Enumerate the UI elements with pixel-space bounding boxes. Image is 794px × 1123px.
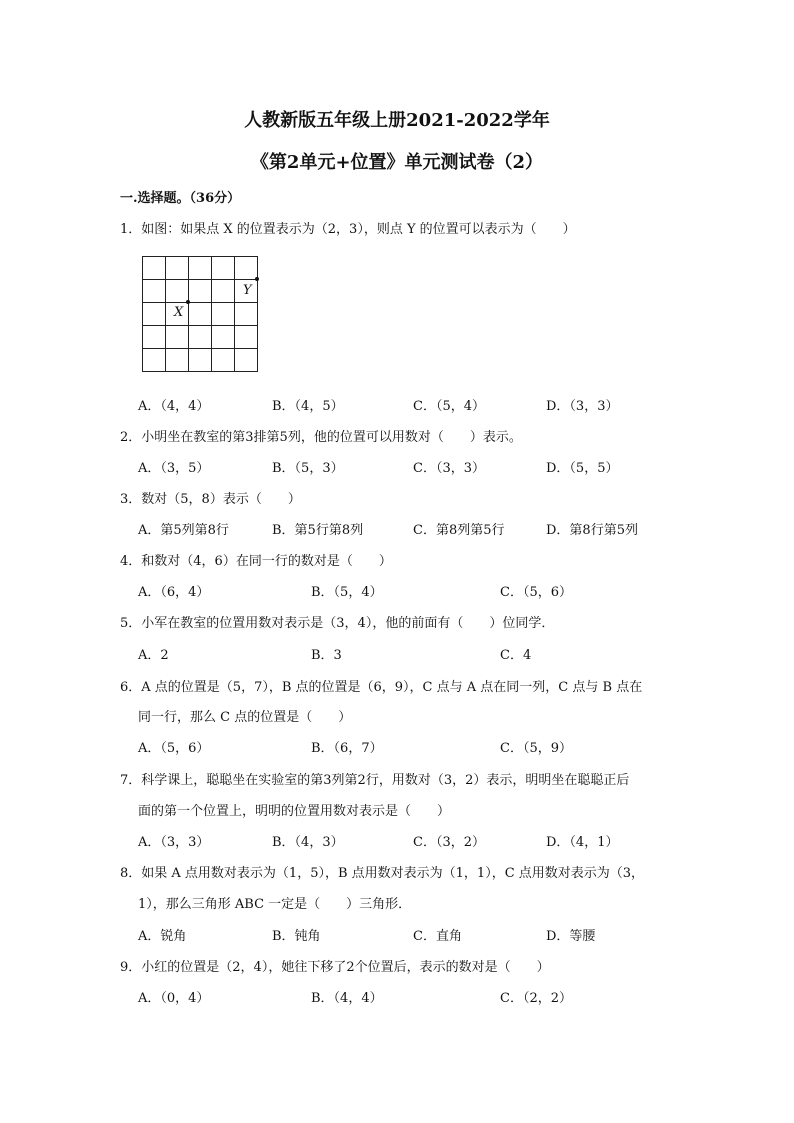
point-x-label: X [174, 305, 184, 320]
question-4-text: 4．和数对（4，6）在同一行的数对是（ ） [120, 554, 392, 569]
question-1-option-b: B．（4，5） [272, 399, 344, 414]
question-5-option-a: A．2 [138, 648, 169, 663]
question-6-option-c: C．（5，9） [500, 741, 572, 756]
question-2-option-d: D．（5，5） [546, 461, 619, 476]
question-5-text: 5．小军在教室的位置用数对表示是（3，4），他的前面有（ ）位同学． [120, 616, 555, 631]
question-3-option-b: B．第5行第8列 [272, 523, 364, 538]
question-8-text-line2: 1），那么三角形 ABC 一定是（ ）三角形． [138, 897, 412, 912]
question-5-option-b: B．3 [311, 648, 342, 663]
question-6-text-line2: 同一行，那么 C 点的位置是（ ） [138, 710, 352, 725]
question-3-option-a: A．第5列第8行 [138, 523, 229, 538]
question-1-option-a: A．（4，4） [138, 399, 210, 414]
question-2-option-b: B．（5，3） [272, 461, 344, 476]
page-title-line2: 《第2单元+位置》单元测试卷（2） [250, 152, 544, 173]
point-y [255, 277, 259, 281]
section-heading: 一.选择题。（36分） [120, 191, 241, 206]
question-1-option-c: C．（5，4） [413, 399, 485, 414]
question-7-text-line1: 7．科学课上，聪聪坐在实验室的第3列第2行，用数对（3，2）表示，明明坐在聪聪正后 [120, 773, 630, 788]
question-7-option-c: C．（3，2） [413, 835, 485, 850]
question-9-option-c: C．（2，2） [500, 991, 572, 1006]
question-3-option-d: D．第8行第5列 [546, 523, 638, 538]
question-1-text: 1．如图：如果点 X 的位置表示为（2，3），则点 Y 的位置可以表示为（ ） [120, 222, 576, 237]
question-8-text-line1: 8．如果 A 点用数对表示为（1，5），B 点用数对表示为（1，1），C 点用数对表示为（3， [120, 866, 645, 881]
question-7-option-d: D．（4，1） [546, 835, 619, 850]
question-8-option-d: D．等腰 [546, 929, 596, 944]
question-4-option-a: A．（6，4） [138, 585, 210, 600]
question-9-text: 9．小红的位置是（2，4），她往下移了2个位置后，表示的数对是（ ） [120, 960, 550, 975]
question-1-option-d: D．（3，3） [546, 399, 619, 414]
question-9-option-a: A．（0，4） [138, 991, 210, 1006]
question-6-option-b: B．（6，7） [311, 741, 383, 756]
question-8-option-c: C．直角 [413, 929, 462, 944]
question-9-option-b: B．（4，4） [311, 991, 383, 1006]
question-2-option-c: C．（3，3） [413, 461, 485, 476]
question-2-option-a: A．（3，5） [138, 461, 210, 476]
question-4-option-b: B．（5，4） [311, 585, 383, 600]
question-7-text-line2: 面的第一个位置上，明明的位置用数对表示是（ ） [138, 804, 451, 819]
coordinate-grid-figure [142, 256, 258, 372]
question-5-option-c: C．4 [500, 648, 532, 663]
question-2-text: 2．小明坐在教室的第3排第5列，他的位置可以用数对（ ）表示。 [120, 430, 522, 445]
point-x [186, 300, 190, 304]
point-y-label: Y [243, 283, 252, 298]
page-title-line1: 人教新版五年级上册2021-2022学年 [244, 110, 550, 131]
question-8-option-a: A．锐角 [138, 929, 187, 944]
question-6-option-a: A．（5，6） [138, 741, 210, 756]
question-7-option-a: A．（3，3） [138, 835, 210, 850]
question-3-option-c: C．第8列第5行 [413, 523, 505, 538]
question-4-option-c: C．（5，6） [500, 585, 572, 600]
question-6-text-line1: 6．A 点的位置是（5，7），B 点的位置是（6，9），C 点与 A 点在同一列，C 点与 B 点在 [120, 680, 643, 695]
question-3-text: 3．数对（5，8）表示（ ） [120, 492, 301, 507]
question-7-option-b: B．（4，3） [272, 835, 344, 850]
question-8-option-b: B．钝角 [272, 929, 321, 944]
